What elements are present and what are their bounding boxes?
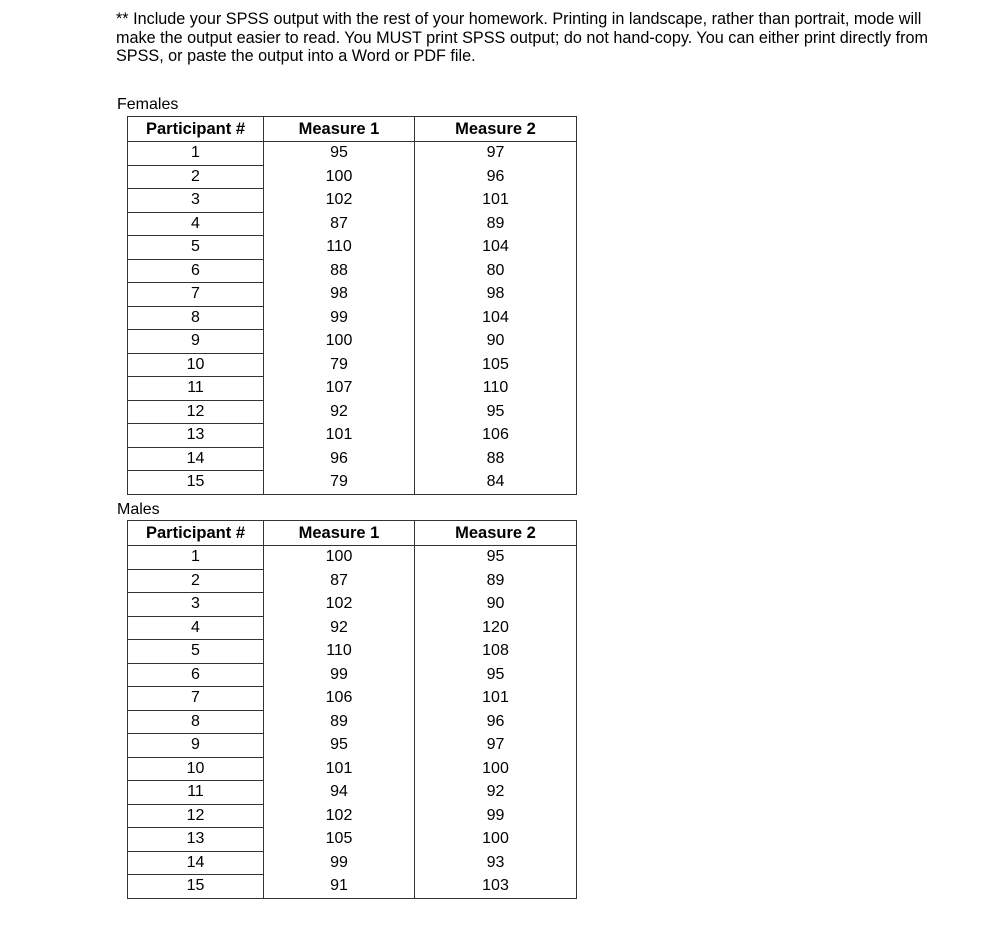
cell-measure-2: 95 — [415, 546, 577, 570]
cell-measure-1: 94 — [264, 781, 415, 805]
table-row — [128, 875, 577, 899]
cell-participant: 1 — [128, 142, 264, 166]
cell-participant: 12 — [128, 804, 264, 828]
cell-measure-1: 110 — [264, 640, 415, 664]
cell-participant: 15 — [128, 471, 264, 495]
cell-measure-2: 90 — [415, 593, 577, 617]
females-label: Females — [117, 96, 179, 113]
cell-measure-1: 110 — [264, 236, 415, 260]
cell-participant: 7 — [128, 687, 264, 711]
header-measure-2: Measure 2 — [415, 117, 577, 142]
table-row — [128, 165, 577, 189]
table-row — [128, 757, 577, 781]
table-row — [128, 400, 577, 424]
header-measure-1: Measure 1 — [264, 117, 415, 142]
cell-measure-1: 100 — [264, 165, 415, 189]
table-row — [128, 710, 577, 734]
cell-participant: 3 — [128, 593, 264, 617]
table-row — [128, 851, 577, 875]
cell-participant: 12 — [128, 400, 264, 424]
cell-measure-2: 89 — [415, 212, 577, 236]
cell-participant: 9 — [128, 330, 264, 354]
cell-participant: 7 — [128, 283, 264, 307]
table-row — [128, 828, 577, 852]
table-row — [128, 781, 577, 805]
header-participant: Participant # — [128, 521, 264, 546]
table-header-row — [128, 117, 577, 142]
table-row — [128, 687, 577, 711]
cell-measure-2: 95 — [415, 663, 577, 687]
cell-measure-2: 101 — [415, 687, 577, 711]
cell-measure-1: 91 — [264, 875, 415, 899]
cell-measure-1: 102 — [264, 189, 415, 213]
cell-participant: 6 — [128, 663, 264, 687]
cell-measure-2: 92 — [415, 781, 577, 805]
males-label: Males — [117, 501, 160, 518]
cell-measure-2: 80 — [415, 259, 577, 283]
cell-participant: 5 — [128, 236, 264, 260]
males-table — [127, 520, 577, 899]
cell-measure-2: 120 — [415, 616, 577, 640]
cell-participant: 4 — [128, 212, 264, 236]
table-row — [128, 259, 577, 283]
cell-measure-2: 104 — [415, 306, 577, 330]
table-row — [128, 377, 577, 401]
cell-measure-2: 97 — [415, 734, 577, 758]
header-measure-2: Measure 2 — [415, 521, 577, 546]
table-row — [128, 616, 577, 640]
cell-participant: 8 — [128, 710, 264, 734]
cell-participant: 9 — [128, 734, 264, 758]
females-table-body — [128, 142, 577, 495]
cell-measure-2: 93 — [415, 851, 577, 875]
cell-measure-2: 108 — [415, 640, 577, 664]
cell-measure-1: 95 — [264, 142, 415, 166]
table-row — [128, 424, 577, 448]
table-row — [128, 640, 577, 664]
intro-paragraph: ** Include your SPSS output with the rest of your homework. Printing in landscape, rather than portrait, mode will make the output easier to read. You MUST print SPSS output; do not hand-copy. You can either print directly from SPSS, or paste the output into a Word or PDF file. — [116, 10, 928, 65]
cell-participant: 6 — [128, 259, 264, 283]
cell-measure-2: 100 — [415, 828, 577, 852]
table-row — [128, 569, 577, 593]
cell-measure-2: 96 — [415, 710, 577, 734]
cell-participant: 14 — [128, 851, 264, 875]
cell-measure-1: 87 — [264, 569, 415, 593]
cell-measure-1: 99 — [264, 306, 415, 330]
table-row — [128, 593, 577, 617]
cell-participant: 10 — [128, 757, 264, 781]
cell-measure-1: 88 — [264, 259, 415, 283]
table-row — [128, 471, 577, 495]
cell-measure-1: 98 — [264, 283, 415, 307]
table-row — [128, 306, 577, 330]
cell-measure-2: 110 — [415, 377, 577, 401]
cell-measure-2: 96 — [415, 165, 577, 189]
cell-participant: 11 — [128, 377, 264, 401]
table-row — [128, 353, 577, 377]
cell-participant: 11 — [128, 781, 264, 805]
cell-measure-1: 101 — [264, 424, 415, 448]
table-row — [128, 330, 577, 354]
cell-measure-2: 101 — [415, 189, 577, 213]
cell-participant: 3 — [128, 189, 264, 213]
cell-measure-1: 89 — [264, 710, 415, 734]
cell-participant: 4 — [128, 616, 264, 640]
cell-participant: 14 — [128, 447, 264, 471]
cell-measure-1: 100 — [264, 330, 415, 354]
table-row — [128, 212, 577, 236]
females-table — [127, 116, 577, 495]
cell-measure-1: 101 — [264, 757, 415, 781]
cell-measure-1: 99 — [264, 851, 415, 875]
cell-participant: 8 — [128, 306, 264, 330]
males-table-body — [128, 546, 577, 899]
cell-measure-1: 102 — [264, 804, 415, 828]
cell-measure-2: 90 — [415, 330, 577, 354]
cell-measure-2: 99 — [415, 804, 577, 828]
cell-measure-2: 88 — [415, 447, 577, 471]
cell-measure-2: 84 — [415, 471, 577, 495]
cell-participant: 15 — [128, 875, 264, 899]
cell-measure-1: 99 — [264, 663, 415, 687]
cell-measure-1: 92 — [264, 400, 415, 424]
cell-measure-1: 79 — [264, 353, 415, 377]
cell-participant: 5 — [128, 640, 264, 664]
cell-measure-1: 107 — [264, 377, 415, 401]
table-header-row — [128, 521, 577, 546]
cell-measure-1: 87 — [264, 212, 415, 236]
cell-participant: 2 — [128, 165, 264, 189]
cell-measure-1: 96 — [264, 447, 415, 471]
cell-measure-2: 104 — [415, 236, 577, 260]
cell-participant: 1 — [128, 546, 264, 570]
cell-measure-2: 95 — [415, 400, 577, 424]
cell-participant: 13 — [128, 424, 264, 448]
cell-measure-1: 100 — [264, 546, 415, 570]
cell-measure-2: 97 — [415, 142, 577, 166]
header-measure-1: Measure 1 — [264, 521, 415, 546]
cell-measure-2: 89 — [415, 569, 577, 593]
table-row — [128, 546, 577, 570]
cell-measure-2: 106 — [415, 424, 577, 448]
table-row — [128, 663, 577, 687]
table-row — [128, 189, 577, 213]
cell-participant: 10 — [128, 353, 264, 377]
header-participant: Participant # — [128, 117, 264, 142]
cell-measure-1: 92 — [264, 616, 415, 640]
cell-participant: 2 — [128, 569, 264, 593]
cell-measure-2: 103 — [415, 875, 577, 899]
table-row — [128, 283, 577, 307]
cell-measure-1: 105 — [264, 828, 415, 852]
table-row — [128, 447, 577, 471]
cell-measure-2: 98 — [415, 283, 577, 307]
cell-measure-1: 95 — [264, 734, 415, 758]
table-row — [128, 734, 577, 758]
table-row — [128, 142, 577, 166]
cell-measure-1: 79 — [264, 471, 415, 495]
cell-measure-1: 102 — [264, 593, 415, 617]
cell-measure-1: 106 — [264, 687, 415, 711]
table-row — [128, 236, 577, 260]
cell-measure-2: 100 — [415, 757, 577, 781]
cell-participant: 13 — [128, 828, 264, 852]
table-row — [128, 804, 577, 828]
cell-measure-2: 105 — [415, 353, 577, 377]
